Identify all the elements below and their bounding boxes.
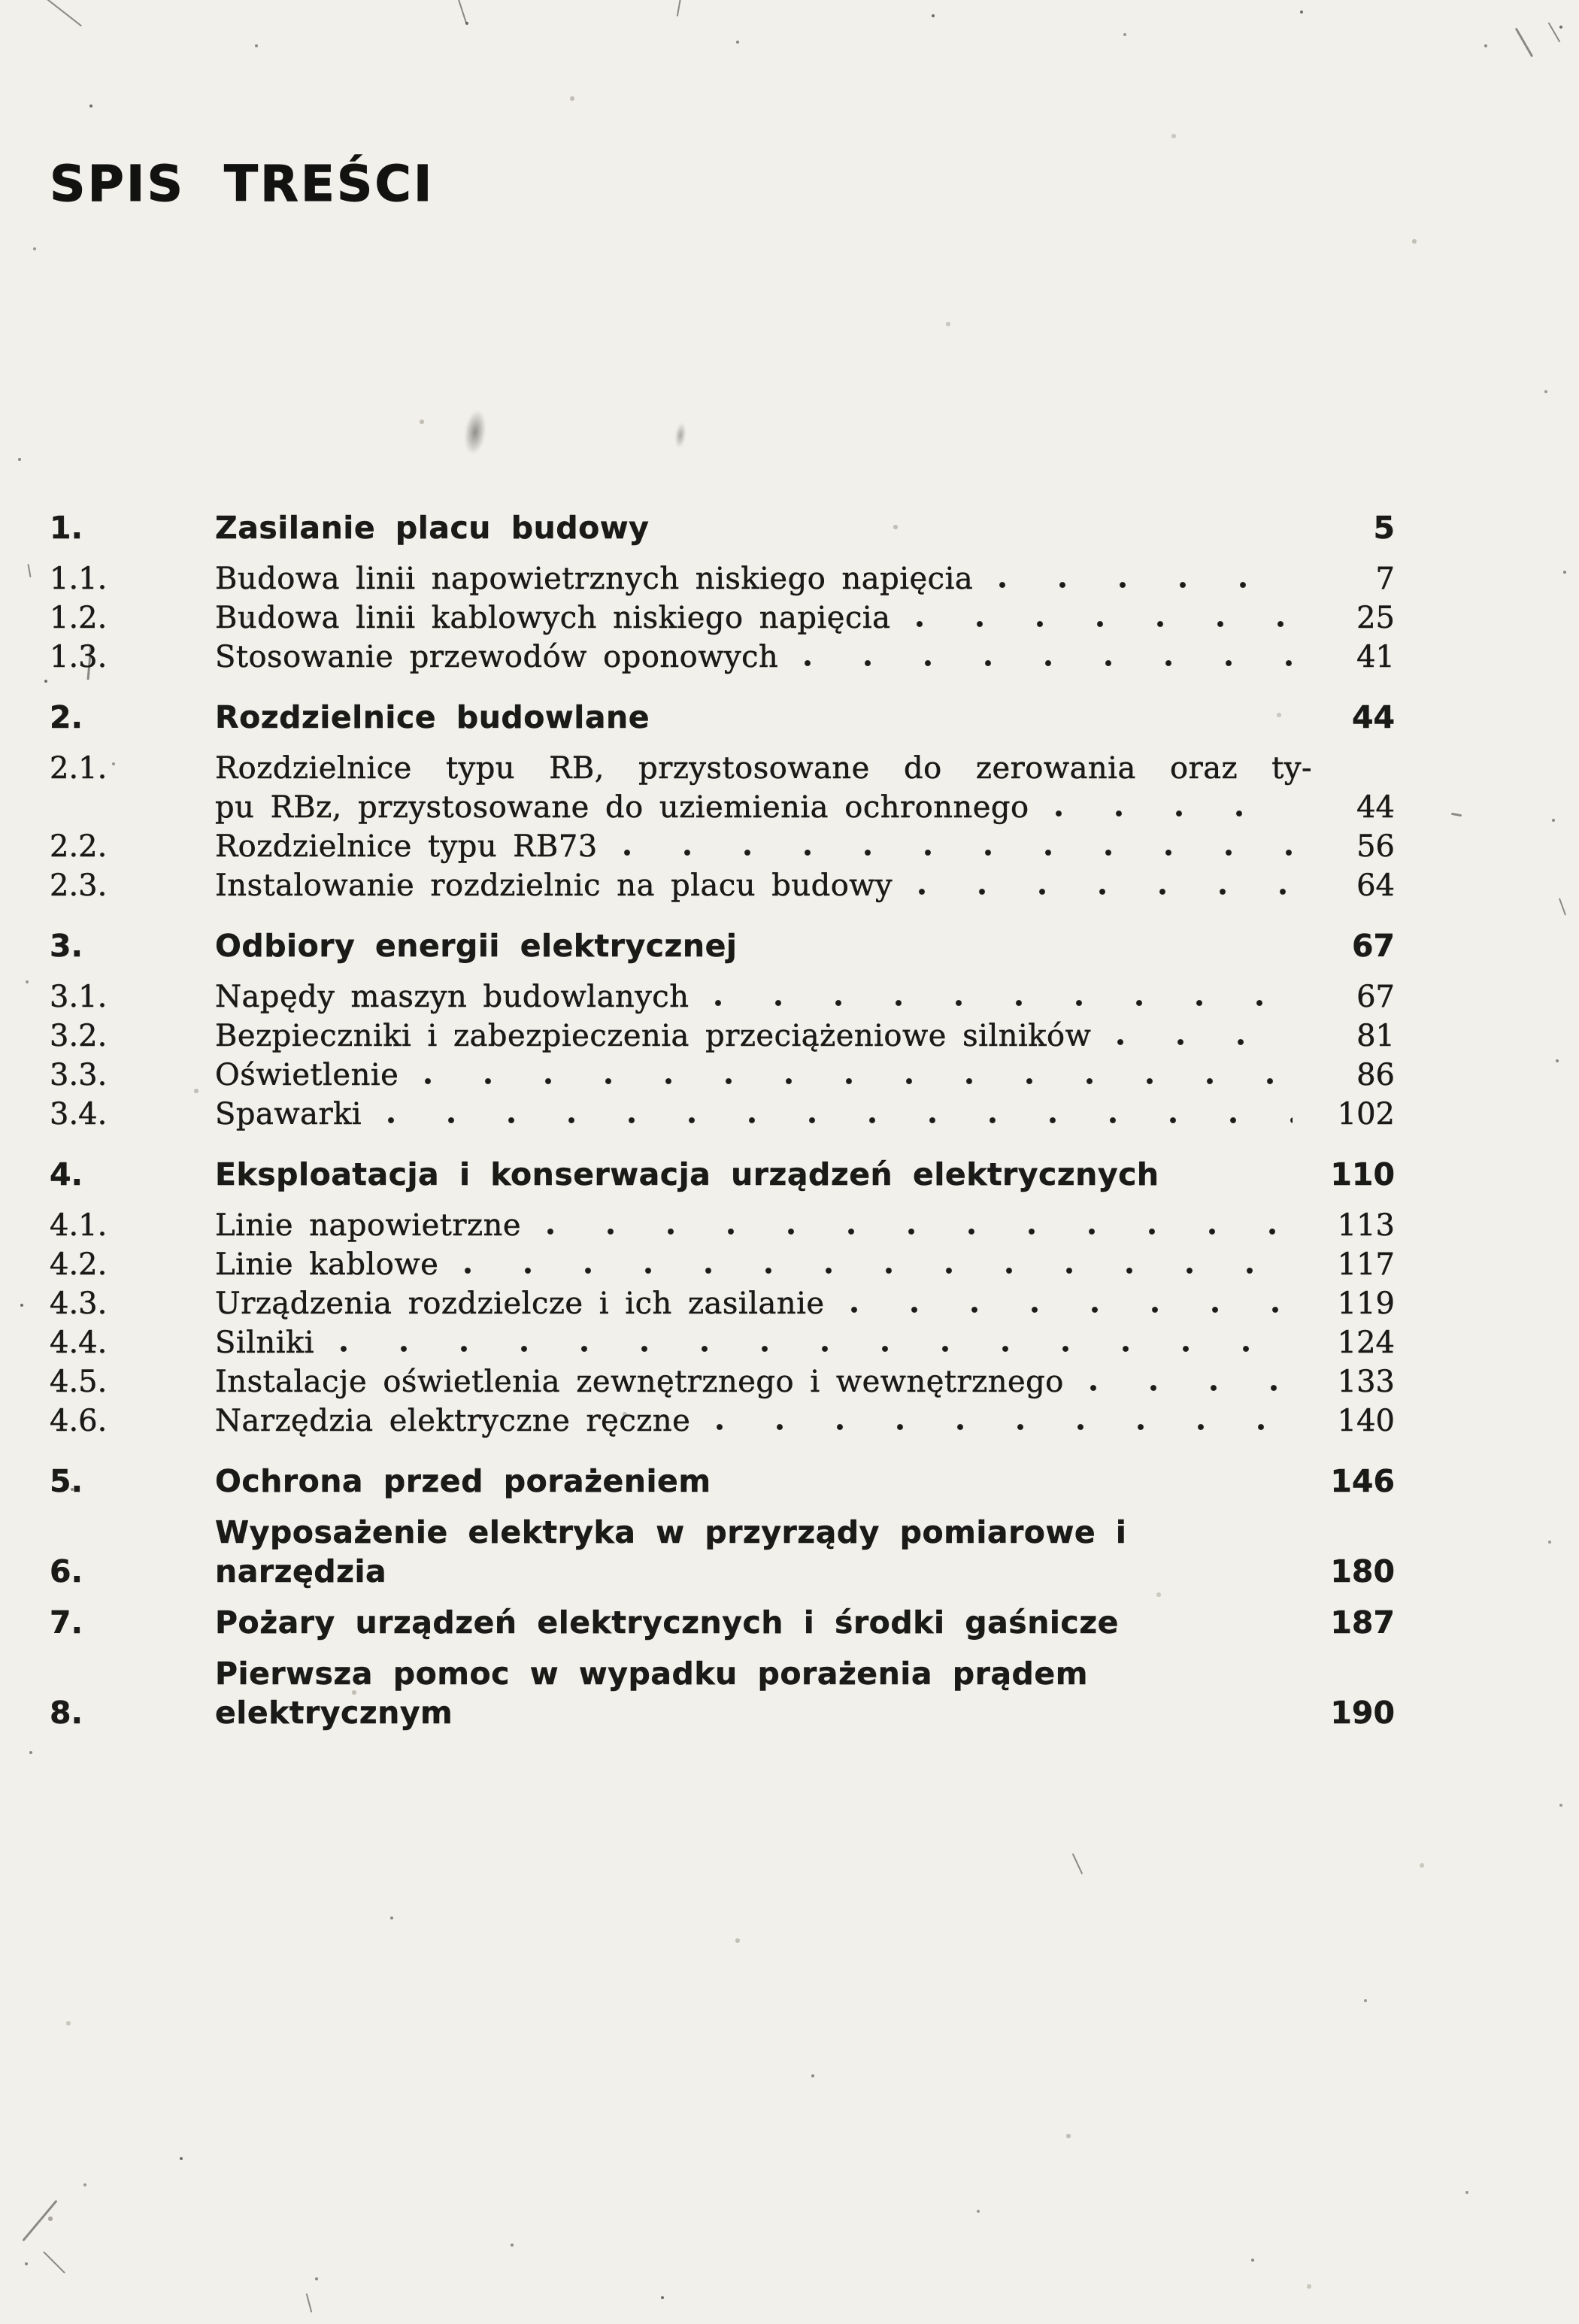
toc-row (50, 638, 1395, 677)
toc-page-number: 110 (1330, 1156, 1395, 1192)
toc-entry-title: Budowa linii kablowych niskiego napięcia (215, 601, 891, 635)
scratch-mark (28, 0, 82, 26)
toc-row (50, 866, 1395, 905)
toc-leader-dots (1265, 1574, 1293, 1581)
toc-entry-title: Instalowanie rozdzielnic na placu budowy (215, 868, 893, 903)
toc-entry-number: 1.3. (50, 640, 108, 674)
toc-leader-dots (340, 1345, 1293, 1353)
scratch-mark (1451, 813, 1462, 817)
toc-row (50, 508, 1395, 547)
toc-leader-dots (547, 1228, 1293, 1235)
toc-page-number: 67 (1351, 928, 1395, 964)
toc-leader-dots (623, 849, 1293, 856)
toc-entry-number: 1.2. (50, 601, 108, 635)
toc-row (50, 1284, 1395, 1323)
toc-entry-title: Eksploatacja i konserwacja urządzeń elektrycznych (215, 1156, 1159, 1192)
toc-page-number: 56 (1356, 829, 1395, 864)
ink-smudge (674, 422, 688, 449)
toc-leader-dots (916, 620, 1293, 628)
toc-entry-title: Pożary urządzeń elektrycznych i środki gaśnicze (215, 1604, 1119, 1641)
toc-entry-number: 4.5. (50, 1365, 108, 1399)
toc-entry-number: 6. (50, 1553, 83, 1589)
toc-entry-title: Rozdzielnice budowlane (215, 699, 650, 735)
toc-entry-number: 4.2. (50, 1247, 108, 1282)
toc-page-number: 187 (1330, 1604, 1395, 1641)
toc-entry-title: Wyposażenie elektryka w przyrządy pomiarowe i narzędzia (215, 1514, 1127, 1589)
toc-leader-dots (1144, 1625, 1293, 1632)
toc-entry-number: 3. (50, 928, 83, 964)
toc-row (50, 1155, 1395, 1194)
toc-row (50, 1603, 1395, 1642)
toc-page-number: 117 (1337, 1247, 1395, 1282)
toc-list (50, 487, 1395, 1744)
toc-row (50, 926, 1395, 965)
toc-entry-number: 1.1. (50, 562, 108, 596)
toc-row (50, 1513, 1395, 1591)
toc-entry-title: Spawarki (215, 1097, 362, 1132)
toc-row (50, 788, 1395, 827)
toc-entry-title: Instalacje oświetlenia zewnętrznego i wewnętrznego (215, 1365, 1064, 1399)
toc-row (50, 1245, 1395, 1284)
toc-entry-title: Zasilanie placu budowy (215, 510, 650, 546)
toc-page-number: 124 (1337, 1326, 1395, 1360)
toc-leader-dots (1117, 1038, 1293, 1046)
scratch-mark (43, 2251, 65, 2274)
toc-row (50, 1056, 1395, 1095)
toc-leader-dots (762, 948, 1293, 956)
toc-page-number: 180 (1330, 1553, 1395, 1589)
toc-leader-dots (1090, 1384, 1293, 1392)
toc-row (50, 559, 1395, 598)
toc-leader-dots (714, 999, 1293, 1007)
toc-entry-title: Narzędzia elektryczne ręczne (215, 1404, 691, 1438)
toc-entry-title: Budowa linii napowietrznych niskiego napięcia (215, 562, 974, 596)
toc-page-number: 44 (1351, 699, 1395, 735)
toc-entry-number: 7. (50, 1604, 83, 1641)
toc-leader-dots (675, 720, 1293, 727)
toc-row (50, 827, 1395, 866)
toc-leader-dots (464, 1267, 1293, 1274)
toc-entry-number: 2.3. (50, 868, 108, 903)
toc-entry-title: Rozdzielnice typu RB, przystosowane do zerowania oraz ty- (215, 751, 1312, 786)
toc-leader-dots (804, 659, 1293, 667)
scratch-mark (1515, 28, 1534, 58)
toc-entry-number: 4. (50, 1156, 83, 1192)
toc-page-number: 133 (1337, 1365, 1395, 1399)
toc-entry-number: 4.1. (50, 1208, 108, 1243)
toc-entry-number: 1. (50, 510, 83, 546)
scratch-mark (1548, 23, 1561, 43)
toc-row (50, 1206, 1395, 1245)
toc-entry-number: 2.2. (50, 829, 108, 864)
toc-row (50, 1362, 1395, 1401)
toc-page-number: 190 (1330, 1695, 1395, 1731)
toc-entry-number: 8. (50, 1695, 83, 1731)
toc-page-number: 140 (1337, 1404, 1395, 1438)
paper-speckles-light (0, 0, 2, 2)
toc-leader-dots (424, 1077, 1293, 1085)
toc-page-number: 5 (1373, 510, 1395, 546)
toc-entry-number: 2.1. (50, 751, 108, 786)
toc-entry-number: 4.4. (50, 1326, 108, 1360)
toc-entry-number: 3.1. (50, 980, 108, 1014)
scratch-mark (458, 0, 467, 23)
toc-row (50, 1095, 1395, 1134)
toc-leader-dots (1265, 1715, 1293, 1723)
toc-leader-dots (716, 1423, 1293, 1431)
toc-entry-title: Bezpieczniki i zabezpieczenia przeciążeniowe silników (215, 1019, 1092, 1053)
toc-entry-title: Linie napowietrzne (215, 1208, 521, 1243)
toc-entry-title: Urządzenia rozdzielcze i ich zasilanie (215, 1286, 825, 1321)
toc-page-number: 86 (1356, 1058, 1395, 1092)
toc-row (50, 698, 1395, 737)
scratch-mark (1559, 898, 1566, 915)
toc-entry-number: 2. (50, 699, 83, 735)
toc-entry-number: 5. (50, 1463, 83, 1499)
ink-smudge (462, 408, 489, 456)
toc-entry-title: Rozdzielnice typu RB73 (215, 829, 598, 864)
toc-page-number: 64 (1356, 868, 1395, 903)
toc-entry-title: Linie kablowe (215, 1247, 439, 1282)
toc-row (50, 1401, 1395, 1441)
toc-page-number: 146 (1330, 1463, 1395, 1499)
toc-leader-dots (737, 1483, 1293, 1491)
toc-row (50, 977, 1395, 1017)
toc-page-number: 25 (1356, 601, 1395, 635)
toc-row (50, 749, 1395, 788)
toc-page-number: 81 (1356, 1019, 1395, 1053)
toc-leader-dots (387, 1117, 1293, 1124)
toc-row (50, 598, 1395, 638)
scratch-mark (1072, 1853, 1083, 1874)
toc-entry-title: Napędy maszyn budowlanych (215, 980, 689, 1014)
toc-entry-title: Oświetlenie (215, 1058, 399, 1092)
toc-leader-dots (1055, 810, 1293, 817)
toc-leader-dots (999, 581, 1293, 589)
toc-page-number: 41 (1356, 640, 1395, 674)
scratch-mark (22, 2200, 57, 2242)
toc-entry-number: 4.3. (50, 1286, 108, 1321)
toc-row (50, 1654, 1395, 1732)
toc-page-number: 67 (1356, 980, 1395, 1014)
toc-row (50, 1323, 1395, 1362)
toc-leader-dots (1185, 1177, 1293, 1184)
toc-leader-dots (674, 530, 1293, 538)
toc-entry-title: Ochrona przed porażeniem (215, 1463, 711, 1499)
toc-entry-title: Silniki (215, 1326, 315, 1360)
page-title: SPIS TREŚCI (50, 155, 435, 214)
toc-entry-title: Odbiory energii elektrycznej (215, 928, 738, 964)
toc-entry-number: 3.4. (50, 1097, 108, 1132)
scratch-mark (677, 0, 681, 17)
toc-entry-number: 3.2. (50, 1019, 108, 1053)
toc-entry-title: Pierwsza pomoc w wypadku porażenia prądem elektrycznym (215, 1656, 1088, 1731)
toc-entry-title: pu RBz, przystosowane do uziemienia ochronnego (215, 790, 1029, 825)
scratch-mark (306, 2293, 313, 2313)
toc-page-number: 102 (1337, 1097, 1395, 1132)
toc-page-number: 7 (1375, 562, 1395, 596)
toc-page-number: 119 (1337, 1286, 1395, 1321)
toc-page-number: 44 (1356, 790, 1395, 825)
toc-leader-dots (850, 1306, 1293, 1313)
toc-row (50, 1017, 1395, 1056)
toc-entry-title: Stosowanie przewodów oponowych (215, 640, 779, 674)
toc-entry-number: 3.3. (50, 1058, 108, 1092)
toc-leader-dots (918, 888, 1293, 895)
toc-row (50, 1462, 1395, 1501)
scratch-mark (27, 564, 31, 577)
toc-entry-number: 4.6. (50, 1404, 108, 1438)
toc-page-number: 113 (1337, 1208, 1395, 1243)
